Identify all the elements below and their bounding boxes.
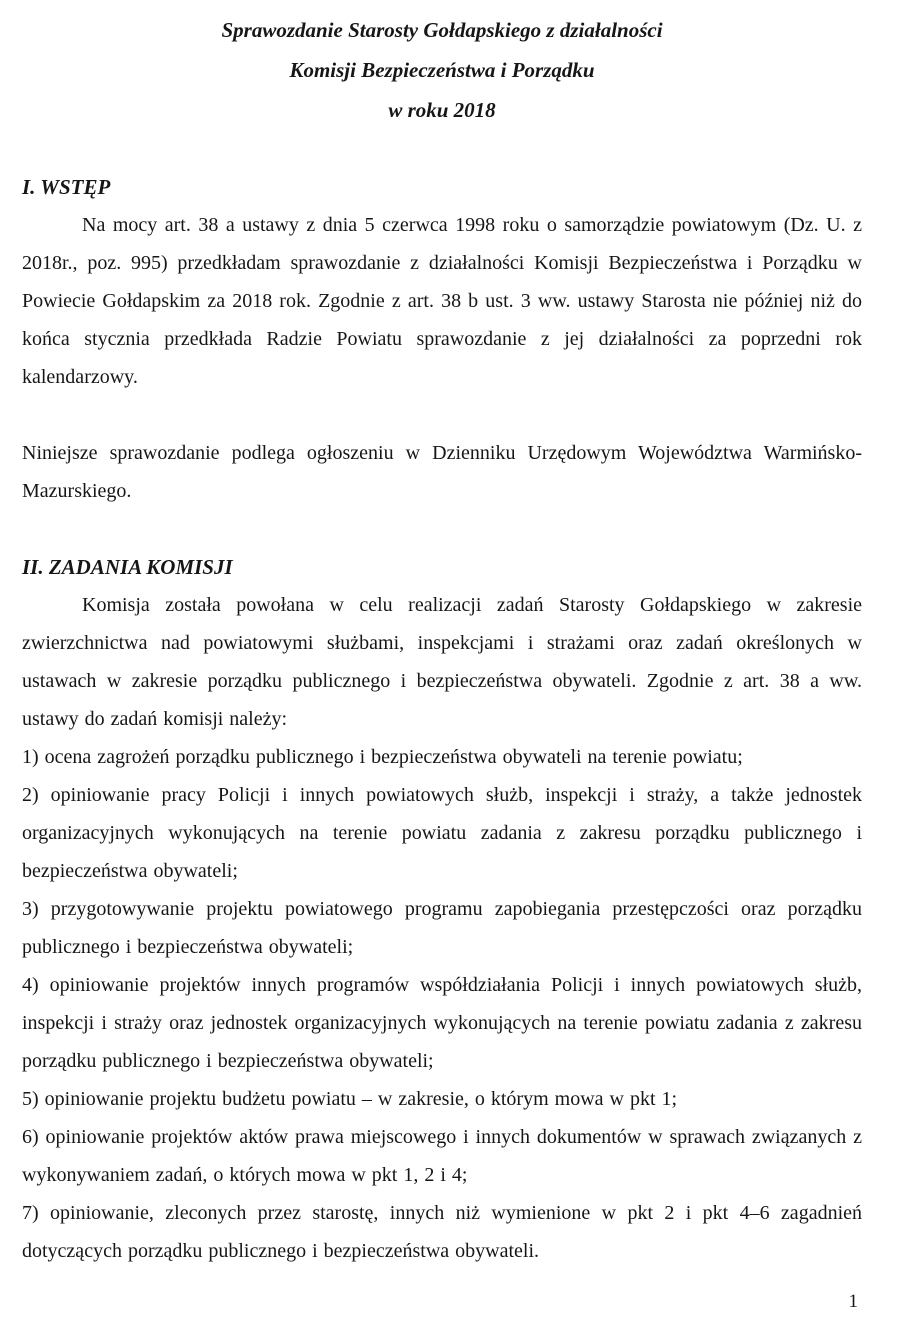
- paragraph: Niniejsze sprawozdanie podlega ogłoszeniu w Dzienniku Urzędowym Województwa Warmińsko-Mazurskiego.: [22, 442, 862, 502]
- document-title-line: Komisji Bezpieczeństwa i Porządku: [289, 58, 595, 82]
- paragraph: 1) ocena zagrożeń porządku publicznego i bezpieczeństwa obywateli na terenie powiatu;: [22, 746, 743, 768]
- document-title-line: w roku 2018: [388, 98, 496, 122]
- paragraph: Komisja została powołana w celu realizacji zadań Starosty Gołdapskiego w zakresie zwierzchnictwa nad powiatowymi służbami, inspekcjami i strażami oraz zadań określonych w ustawach w zakresie porządku publicznego i bezpieczeństwa obywateli. Zgodnie z art. 38 a ww. ustawy do zadań komisji należy:: [22, 594, 862, 730]
- document-body: [22, 168, 862, 1270]
- section-heading: II. ZADANIA KOMISJI: [22, 555, 233, 579]
- paragraph: 3) przygotowywanie projektu powiatowego programu zapobiegania przestępczości oraz porządku publicznego i bezpieczeństwa obywateli;: [22, 898, 862, 958]
- page-number: 1: [848, 1291, 858, 1312]
- paragraph: 2) opiniowanie pracy Policji i innych powiatowych służb, inspekcji i straży, a także jednostek organizacyjnych wykonujących na terenie powiatu zadania z zakresu porządku publicznego i bezpieczeństwa obywateli;: [22, 784, 862, 882]
- paragraph: 5) opiniowanie projektu budżetu powiatu – w zakresie, o którym mowa w pkt 1;: [22, 1088, 678, 1110]
- document-section: [22, 168, 862, 510]
- paragraph: 6) opiniowanie projektów aktów prawa miejscowego i innych dokumentów w sprawach związanych z wykonywaniem zadań, o których mowa w pkt 1, 2 i 4;: [22, 1126, 862, 1186]
- document-section: [22, 548, 862, 1270]
- paragraph: 4) opiniowanie projektów innych programów współdziałania Policji i innych powiatowych służb, inspekcji i straży oraz jednostek organizacyjnych wykonujących na terenie powiatu zadania z zakresu porządku publicznego i bezpieczeństwa obywateli;: [22, 974, 862, 1072]
- paragraph: 7) opiniowanie, zleconych przez starostę, innych niż wymienione w pkt 2 i pkt 4–6 zagadnień dotyczących porządku publicznego i bezpieczeństwa obywateli.: [22, 1202, 862, 1262]
- paragraph: Na mocy art. 38 a ustawy z dnia 5 czerwca 1998 roku o samorządzie powiatowym (Dz. U. z 2018r., poz. 995) przedkładam sprawozdanie z działalności Komisji Bezpieczeństwa i Porządku w Powiecie Gołdapskim za 2018 rok. Zgodnie z art. 38 b ust. 3 ww. ustawy Starosta nie później niż do końca stycznia przedkłada Radzie Powiatu sprawozdanie z jej działalności za poprzedni rok kalendarzowy.: [22, 214, 862, 388]
- document-title-line: Sprawozdanie Starosty Gołdapskiego z działalności: [221, 18, 663, 42]
- document-title: [22, 10, 862, 130]
- section-heading: I. WSTĘP: [22, 175, 111, 199]
